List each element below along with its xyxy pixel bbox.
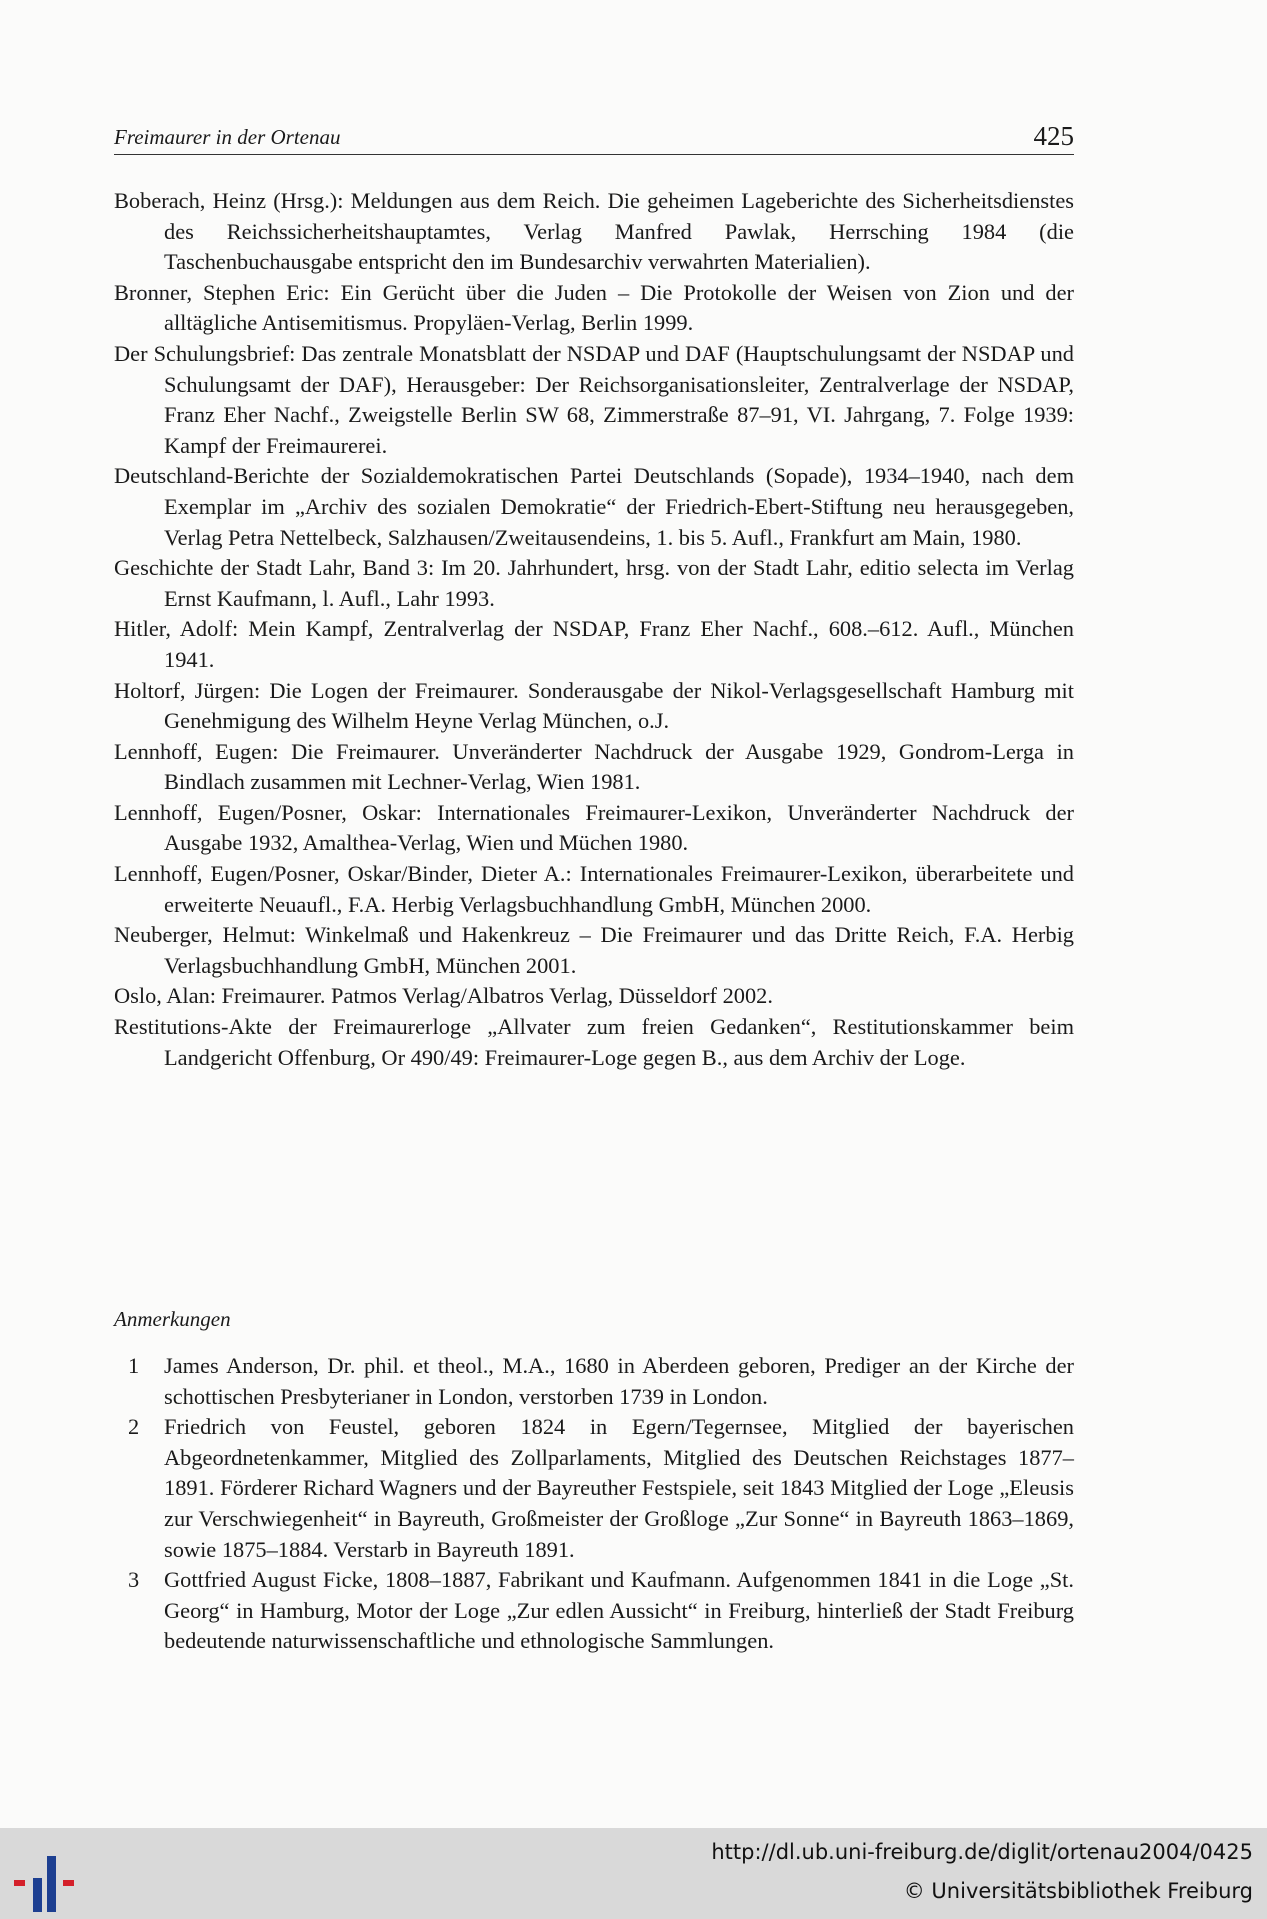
note-text: Friedrich von Feustel, geboren 1824 in Egern/Tegernsee, Mitglied der bayerischen Abgeordnetenkammer, Mitglied des Zollparlaments, Mitglied des Deutschen Reichstages 1877–1891. Förderer Richard Wagners und der Bayreuther Festspiele, seit 1843 Mitglied der Loge „Eleusis zur Verschwiegenheit“ in Bayreuth, Großmeister der Großloge „Zur Sonne“ in Bayreuth 1863–1869, sowie 1875–1884. Verstarb in Bayreuth 1891.: [164, 1414, 1074, 1562]
bibliography-entry: Lennhoff, Eugen: Die Freimaurer. Unveränderter Nachdruck der Ausgabe 1929, Gondrom-Lerga in Bindlach zusammen mit Lechner-Verlag, Wien 1981.: [114, 738, 1074, 795]
note-item: [114, 1565, 1074, 1657]
note-text: James Anderson, Dr. phil. et theol., M.A., 1680 in Aberdeen geboren, Prediger an der Kirche der schottischen Presbyterianer in London, verstorben 1739 in London.: [164, 1353, 1074, 1409]
note-number: 1: [128, 1353, 140, 1378]
notes-list: [114, 1351, 1074, 1657]
bibliography-entry: Lennhoff, Eugen/Posner, Oskar/Binder, Dieter A.: Internationales Freimaurer-Lexikon, überarbeitete und erweiterte Neuaufl., F.A. Herbig Verlagsbuchhandlung GmbH, München 2000.: [114, 861, 1074, 917]
logo-blue-bar-left: [33, 1878, 42, 1912]
running-title: Freimaurer in der Ortenau: [114, 125, 341, 149]
bibliography-entry: Bronner, Stephen Eric: Ein Gerücht über die Juden – Die Protokolle der Weisen von Zion und der alltägliche Antisemitismus. Propyläen-Verlag, Berlin 1999.: [114, 279, 1074, 336]
bibliography-entry: Lennhoff, Eugen/Posner, Oskar: Internationales Freimaurer-Lexikon, Unveränderter Nachdruck der Ausgabe 1932, Amalthea-Verlag, Wien und Müchen 1980.: [114, 799, 1074, 856]
logo-red-dash-right: [63, 1880, 74, 1886]
footer-copyright: © Universitätsbibliothek Freiburg: [903, 1879, 1253, 1903]
page-header: [114, 118, 1074, 155]
note-item: [114, 1412, 1074, 1565]
bibliography-entry: Restitutions-Akte der Freimaurerloge „Allvater zum freien Gedanken“, Restitutionskammer beim Landgericht Offenburg, Or 490/49: Freimaurer-Loge gegen B., aus dem Archiv der Loge.: [114, 1014, 1074, 1070]
footer-url-link[interactable]: http://dl.ub.uni-freiburg.de/diglit/ortenau2004/0425: [711, 1840, 1253, 1864]
logo-blue-bar-right: [47, 1856, 56, 1912]
note-text: Gottfried August Ficke, 1808–1887, Fabrikant und Kaufmann. Aufgenommen 1841 in die Loge „St. Georg“ in Hamburg, Motor der Loge „Zur edlen Aussicht“ in Freiburg, hinterließ der Stadt Freiburg bedeutende naturwissenschaftliche und ethnologische Sammlungen.: [164, 1567, 1074, 1654]
bibliography-entry: Hitler, Adolf: Mein Kampf, Zentralverlag der NSDAP, Franz Eher Nachf., 608.–612. Aufl., München 1941.: [114, 616, 1074, 672]
logo-red-dash-left: [14, 1880, 25, 1886]
note-item: [114, 1351, 1074, 1412]
footer-bar: [0, 1828, 1267, 1919]
page-number: 425: [1033, 121, 1074, 151]
ub-freiburg-logo-icon: [14, 1856, 78, 1912]
bibliography-entry: Deutschland-Berichte der Sozialdemokratischen Partei Deutschlands (Sopade), 1934–1940, nach dem Exemplar im „Archiv des sozialen Demokratie“ der Friedrich-Ebert-Stiftung neu herausgegeben, Verlag Petra Nettelbeck, Salzhausen/Zweitausendeins, 1. bis 5. Aufl., Frankfurt am Main, 1980.: [114, 463, 1074, 550]
bibliography-entry: Der Schulungsbrief: Das zentrale Monatsblatt der NSDAP und DAF (Hauptschulungsamt der NSDAP und Schulungsamt der DAF), Herausgeber: Der Reichsorganisationsleiter, Zentralverlage der NSDAP, Franz Eher Nachf., Zweigstelle Berlin SW 68, Zimmerstraße 87–91, VI. Jahrgang, 7. Folge 1939: Kampf der Freimaurerei.: [114, 340, 1074, 458]
note-number: 2: [128, 1414, 140, 1440]
bibliography-entry: Geschichte der Stadt Lahr, Band 3: Im 20. Jahrhundert, hrsg. von der Stadt Lahr, editio selecta im Verlag Ernst Kaufmann, l. Aufl., Lahr 1993.: [114, 555, 1074, 611]
bibliography-entry: Holtorf, Jürgen: Die Logen der Freimaurer. Sonderausgabe der Nikol-Verlagsgesellschaft Hamburg mit Genehmigung des Wilhelm Heyne Verlag München, o.J.: [114, 677, 1074, 734]
bibliography-entry: Boberach, Heinz (Hrsg.): Meldungen aus dem Reich. Die geheimen Lageberichte des Sicherheitsdienstes des Reichssicherheitshauptamtes, Verlag Manfred Pawlak, Herrsching 1984 (die Taschenbuchausgabe entspricht den im Bundesarchiv verwahrten Materialien).: [114, 188, 1074, 275]
bibliography-entry: Neuberger, Helmut: Winkelmaß und Hakenkreuz – Die Freimaurer und das Dritte Reich, F.A. Herbig Verlagsbuchhandlung GmbH, München 2001.: [114, 922, 1074, 978]
note-number: 3: [128, 1567, 140, 1593]
notes-heading: Anmerkungen: [114, 1307, 231, 1331]
bibliography-entry: Oslo, Alan: Freimaurer. Patmos Verlag/Albatros Verlag, Düsseldorf 2002.: [114, 983, 773, 1009]
bibliography-list: [114, 186, 1074, 1073]
